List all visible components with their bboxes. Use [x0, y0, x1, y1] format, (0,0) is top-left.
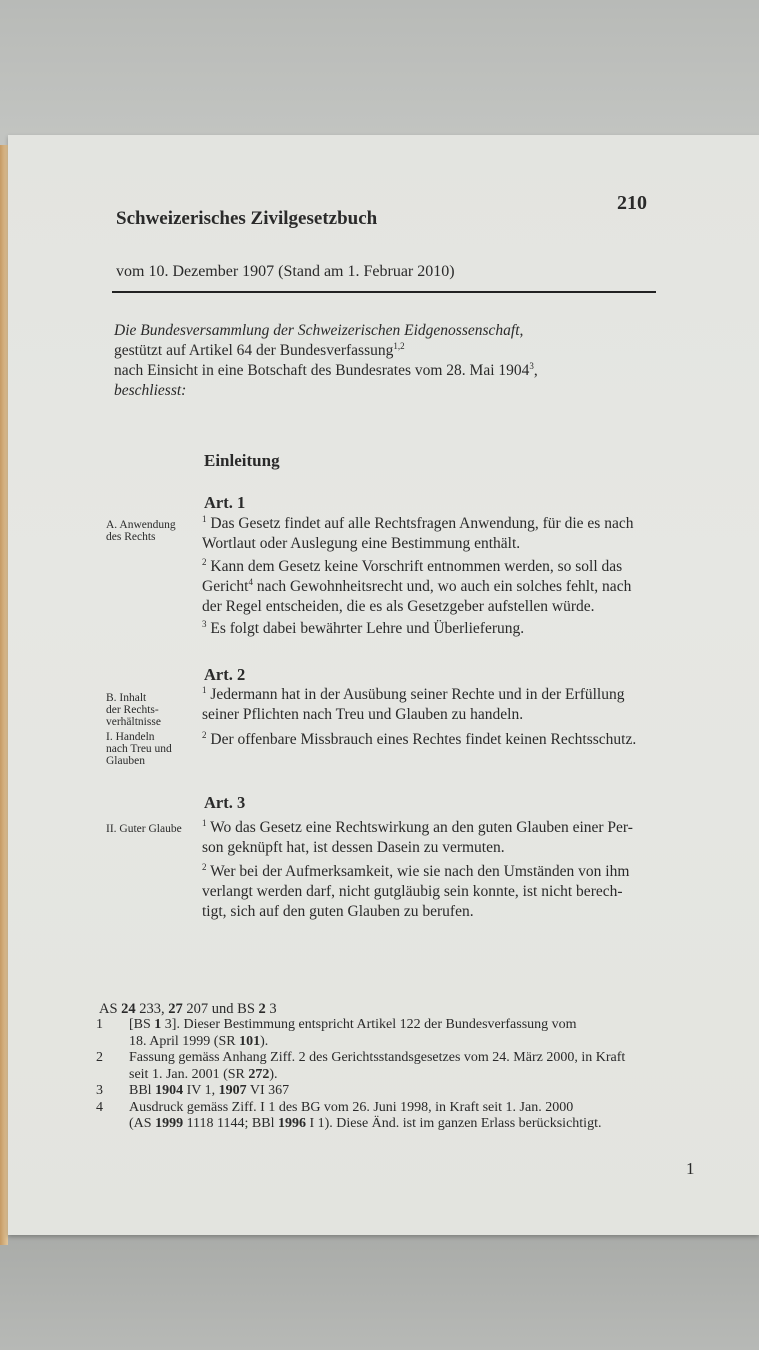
paragraph: $^2$ Wer bei der Aufmerksamkeit, wie sie nach den Umständen von ihm verlangt werden darf, nicht gutgläubig sein konnte, ist nicht berech- tigt, sich auf den guten Glauben zu berufen. [202, 861, 630, 920]
page-number: 1 [686, 1159, 695, 1178]
preamble-line: gestützt auf Artikel 64 der Bundesverfassung$^{1,2}$ [114, 340, 405, 359]
article-heading: Art. 2 [204, 665, 246, 684]
systematic-number: 210 [617, 192, 647, 214]
section-title: Einleitung [204, 451, 280, 470]
paragraph: $^3$ Es folgt dabei bewährter Lehre und Überlieferung. [202, 618, 525, 637]
margin-note: A. Anwendung des Rechts [106, 519, 176, 543]
footnote: 3 BBl 1904 IV 1, 1907 VI 367 [96, 1083, 290, 1098]
article-heading: Art. 3 [204, 793, 246, 812]
preamble [114, 321, 538, 401]
paragraph: $^2$ Der offenbare Missbrauch eines Rechtes findet keinen Rechtsschutz. [202, 729, 637, 748]
preamble-line: nach Einsicht in eine Botschaft des Bundesrates vom 28. Mai 1904$^3$, [114, 360, 538, 379]
footnotes [94, 1017, 625, 1133]
footnote: 1 [BS 1 3]. Dieser Bestimmung entspricht Artikel 122 der Bundesverfassung vom 18. April 1999 (SR 101). [96, 1017, 577, 1049]
preamble-line: Die Bundesversammlung der Schweizerischen Eidgenossenschaft, [114, 322, 524, 339]
paragraph: $^1$ Wo das Gesetz eine Rechtswirkung an den guten Glauben einer Per- son geknüpft hat, ist dessen Dasein zu vermuten. [202, 817, 633, 856]
preamble-line: beschliesst: [114, 382, 187, 399]
footnote-source: AS 24 233, 27 207 und BS 2 3 [99, 1001, 277, 1017]
book-edge [0, 145, 8, 1245]
margin-note: B. Inhalt der Rechts- verhältnisse [106, 692, 161, 728]
title-rule [112, 291, 656, 293]
margin-note: I. Handeln nach Treu und Glauben [106, 731, 172, 767]
paragraph: $^2$ Kann dem Gesetz keine Vorschrift entnommen werden, so soll das Gericht$^4$ nach Gewohnheitsrecht und, wo auch ein solches fehlt, nach der Regel entscheiden, die es als Gesetzgeber aufstellen würde. [202, 556, 632, 615]
article-heading: Art. 1 [204, 493, 246, 512]
table-surface-top [0, 0, 759, 150]
table-surface-bottom [0, 1230, 759, 1350]
margin-note: II. Guter Glaube [106, 823, 182, 835]
footnote: 2 Fassung gemäss Anhang Ziff. 2 des Gerichtsstandsgesetzes vom 24. März 2000, in Kraft seit 1. Jan. 2001 (SR 272). [96, 1050, 626, 1082]
document-date: vom 10. Dezember 1907 (Stand am 1. Februar 2010) [116, 263, 455, 280]
footnote: 4 Ausdruck gemäss Ziff. I 1 des BG vom 26. Juni 1998, in Kraft seit 1. Jan. 2000 (AS 1999 1118 1144; BBl 1996 I 1). Diese Änd. ist im ganzen Erlass berücksichtigt. [96, 1099, 602, 1131]
document-title: Schweizerisches Zivilgesetzbuch [116, 208, 378, 229]
paragraph: $^1$ Jedermann hat in der Ausübung seiner Rechte und in der Erfüllung seiner Pflichten nach Treu und Glauben zu handeln. [202, 684, 625, 723]
paragraph: $^1$ Das Gesetz findet auf alle Rechtsfragen Anwendung, für die es nach Wortlaut oder Auslegung eine Bestimmung enthält. [202, 513, 634, 552]
document-page [8, 135, 759, 1235]
